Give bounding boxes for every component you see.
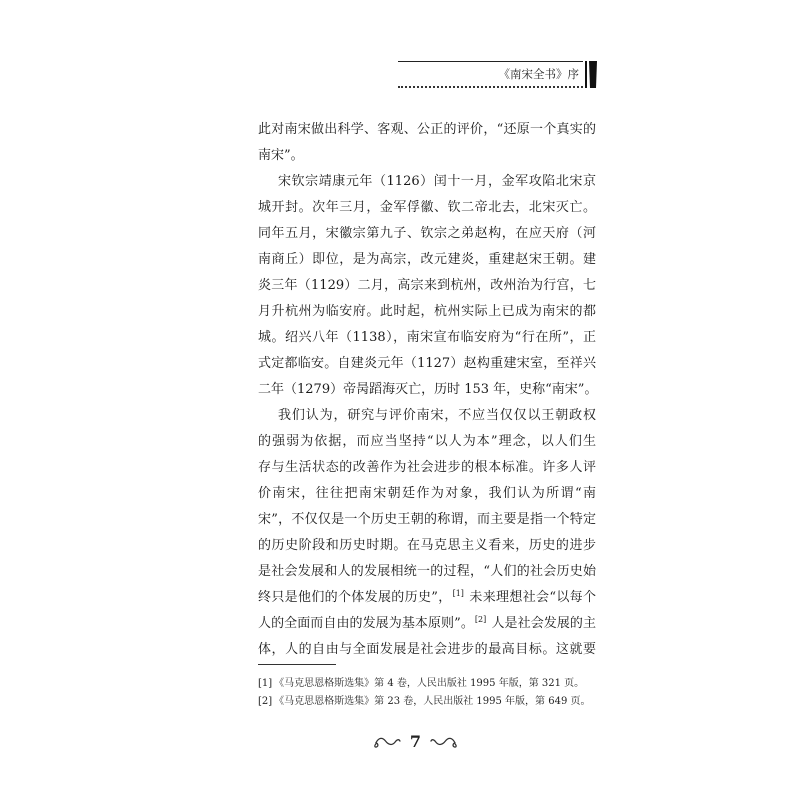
text-line: 我们认为，研究与评价南宋，不应当仅仅以王朝政权 [278, 408, 596, 423]
footnote [258, 675, 598, 693]
ornament-right-icon [430, 735, 459, 749]
text-segment: 人是社会发展的主 [487, 616, 596, 631]
footnote-reference: [1] [452, 589, 464, 598]
text-line: 存与生活状态的改善作为社会进步的根本标准。许多人评 [258, 460, 596, 475]
footnote-text: 《马克思恩格斯选集》第 4 卷，人民出版社 1995 年版，第 321 页。 [274, 678, 585, 689]
page-number: 7 [409, 732, 422, 751]
text-line [258, 611, 596, 637]
text-line: 体，人的自由与全面发展是社会进步的最高目标。这就要 [258, 642, 596, 657]
text-line: 城开封。次年三月，金军俘徽、钦二帝北去，北宋灭亡。 [258, 200, 596, 215]
footnote-marker: [2] [258, 696, 273, 707]
header-rule-top [398, 61, 583, 62]
paragraph [258, 169, 596, 403]
paragraph [258, 403, 596, 663]
body-text [258, 117, 596, 663]
text-line: 城。绍兴八年（1138），南宋宣布临安府为“行在所”，正 [258, 330, 596, 345]
text-segment: 未来理想社会“以每个 [464, 590, 596, 605]
paragraph [258, 117, 596, 169]
text-segment: 人的全面而自由的发展为基本原则”。 [258, 616, 474, 631]
footnote [258, 693, 598, 711]
footnote-separator [258, 664, 336, 665]
footnote-marker: [1] [258, 678, 273, 689]
text-segment: 终只是他们的个体发展的历史”， [258, 590, 452, 605]
text-line: 式定都临安。自建炎元年（1127）赵构重建宋室，至祥兴 [258, 356, 596, 371]
text-line: 此对南宋做出科学、客观、公正的评价，“还原一个真实的 [258, 122, 596, 137]
header-rule-bottom [398, 86, 583, 88]
page-footer [372, 731, 459, 753]
text-line: 南宋”。 [258, 148, 304, 163]
text-line: 价南宋，往往把南宋朝廷作为对象，我们认为所谓“南 [258, 486, 596, 501]
footnote-text: 《马克思恩格斯选集》第 23 卷，人民出版社 1995 年版，第 649 页。 [274, 696, 591, 707]
text-line: 的历史阶段和历史时期。在马克思主义看来，历史的进步 [258, 538, 596, 553]
text-line: 的强弱为依据，而应当坚持“以人为本”理念，以人们生 [258, 434, 596, 449]
ornament-left-icon [372, 735, 401, 749]
footnotes [258, 675, 598, 711]
text-line: 南商丘）即位，是为高宗，改元建炎，重建赵宋王朝。建 [258, 252, 596, 267]
footnote-reference: [2] [474, 615, 487, 624]
text-line: 月升杭州为临安府。此时起，杭州实际上已成为南宋的都 [258, 304, 596, 319]
text-line: 宋”，不仅仅是一个历史王朝的称谓，而主要是指一个特定 [258, 512, 596, 527]
running-title: 《南宋全书》序 [498, 67, 579, 81]
text-line: 炎三年（1129）二月，高宗来到杭州，改州治为行宫，七 [258, 278, 596, 293]
text-line: 同年五月，宋徽宗第九子、钦宗之弟赵构，在应天府（河 [258, 226, 596, 241]
text-line [258, 585, 596, 611]
text-line: 宋钦宗靖康元年（1126）闰十一月，金军攻陷北宋京 [278, 174, 596, 189]
text-line: 是社会发展和人的发展相统一的过程，“人们的社会历史始 [258, 564, 596, 579]
chapter-tab-mark-icon [584, 61, 598, 89]
text-line: 二年（1279）帝昺蹈海灭亡，历时 153 年，史称“南宋”。 [258, 382, 598, 397]
